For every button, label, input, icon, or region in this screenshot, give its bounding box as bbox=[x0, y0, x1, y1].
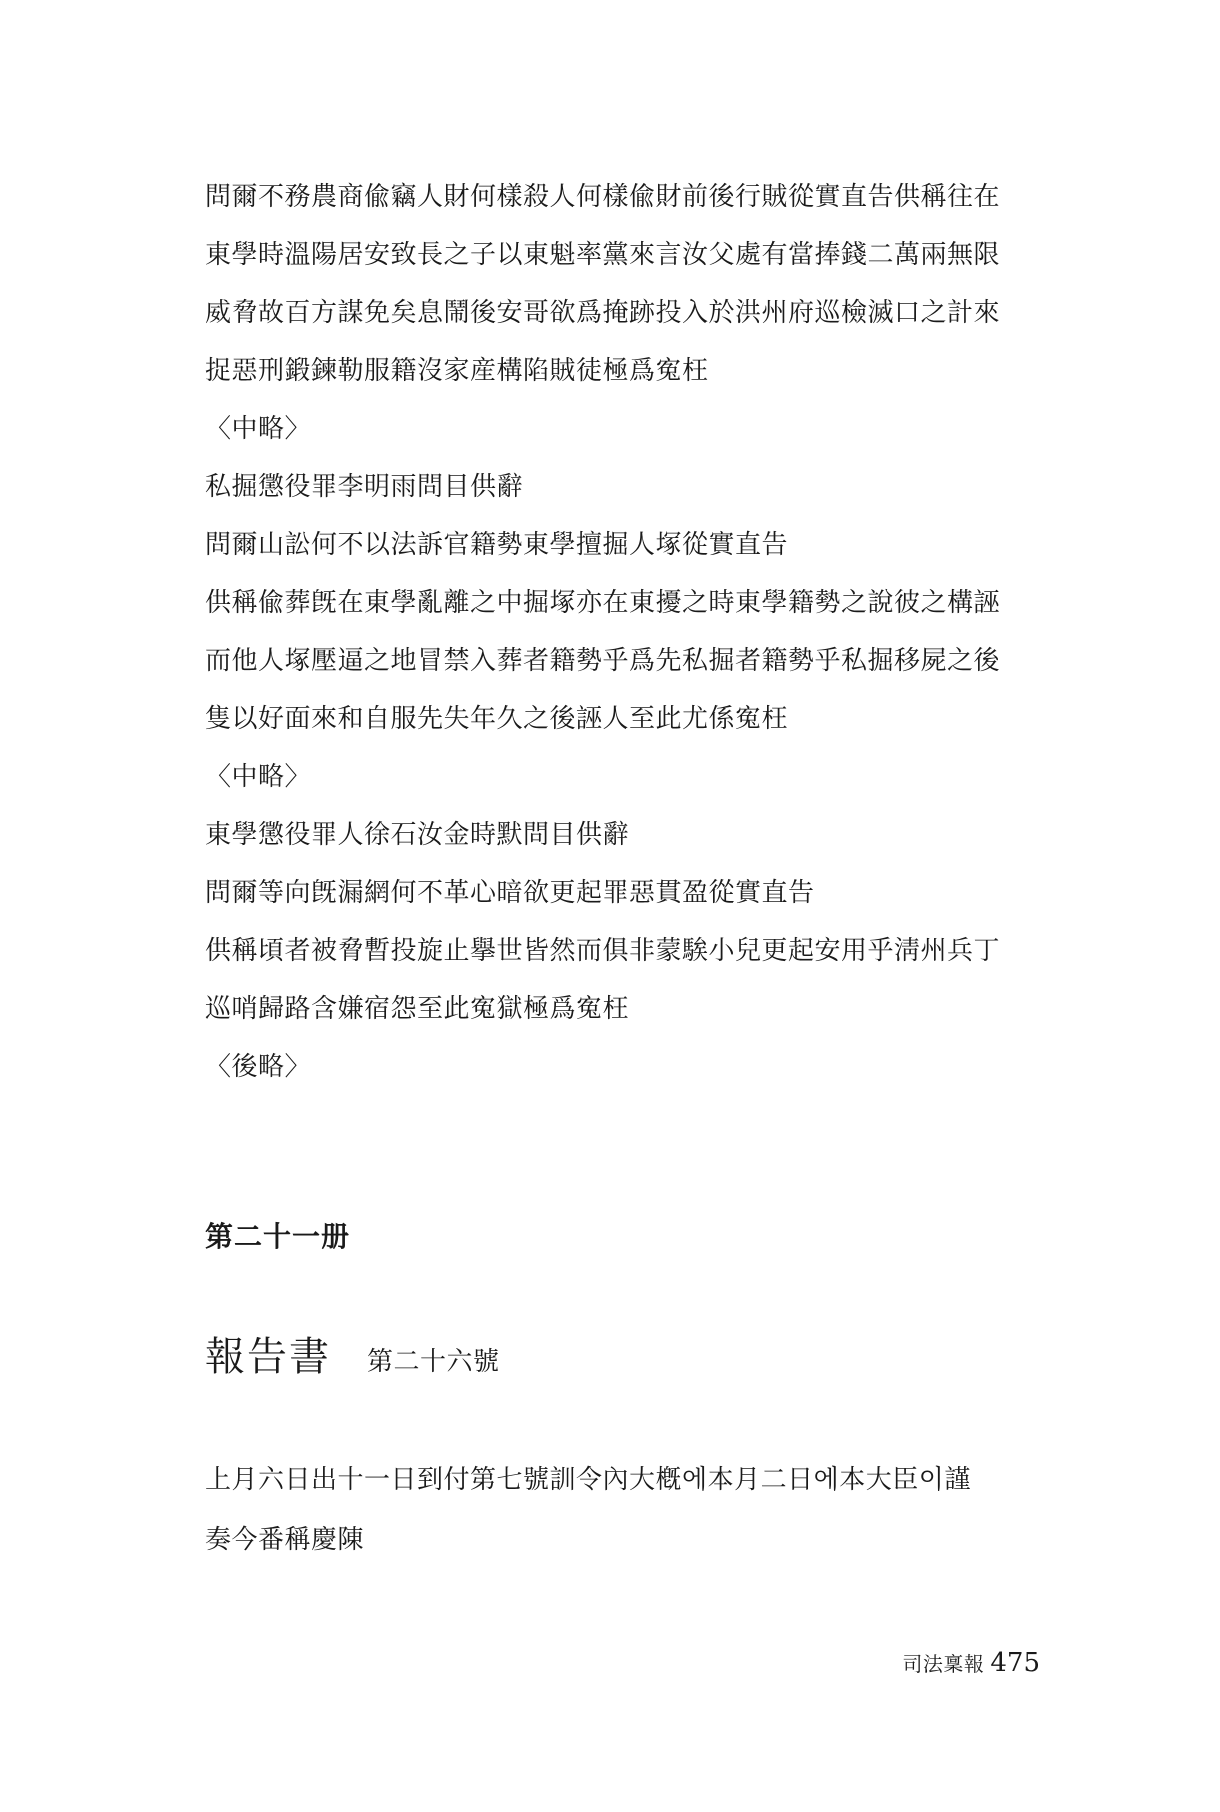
text-line: 奏今番稱慶陳 bbox=[205, 1525, 365, 1555]
body-text bbox=[205, 168, 1055, 1096]
text-line: 供稱頃者被脅暫投旋止擧世皆然而俱非蒙騃小兒更起安用乎淸州兵丁 bbox=[205, 936, 1001, 966]
report-heading bbox=[205, 1325, 500, 1382]
publication-title: 司法稟報 bbox=[902, 1652, 985, 1676]
section-heading: 東學懲役罪人徐石汝金時默問目供辭 bbox=[205, 820, 630, 850]
text-line: 東學時溫陽居安致長之子以東魁率黨來言汝父處有當捧錢二萬兩無限 bbox=[205, 240, 1001, 270]
page-number: 475 bbox=[990, 1648, 1040, 1678]
omission-marker: 〈中略〉 bbox=[205, 762, 312, 792]
text-line: 而他人塚壓逼之地冒禁入葬者籍勢乎爲先私掘者籍勢乎私掘移屍之後 bbox=[205, 646, 1001, 676]
section-heading: 私掘懲役罪李明雨問目供辭 bbox=[205, 472, 524, 502]
text-line: 問爾不務農商偸竊人財何樣殺人何樣偸財前後行賊從實直告供稱往在 bbox=[205, 182, 1001, 212]
text-line: 捉惡刑鍛鍊勒服籍沒家産構陷賊徒極爲寃枉 bbox=[205, 356, 709, 386]
text-line: 問爾山訟何不以法訴官籍勢東學擅掘人塚從實直告 bbox=[205, 530, 789, 560]
chapter-heading: 第二十一册 bbox=[205, 1220, 351, 1253]
omission-marker: 〈後略〉 bbox=[205, 1052, 312, 1082]
text-line: 威脅故百方謀免矣息鬧後安哥欲爲掩跡投入於洪州府巡檢滅口之計來 bbox=[205, 298, 1001, 328]
text-line: 巡哨歸路含嫌宿怨至此寃獄極爲寃枉 bbox=[205, 994, 630, 1024]
omission-marker: 〈中略〉 bbox=[205, 414, 312, 444]
text-line: 供稱偸葬旣在東學亂離之中掘塚亦在東擾之時東學籍勢之說彼之構誣 bbox=[205, 588, 1001, 618]
page-footer bbox=[902, 1648, 1040, 1678]
text-line: 上月六日出十一日到付第七號訓令內大槪에本月二日에本大臣이謹 bbox=[205, 1465, 971, 1495]
report-body bbox=[205, 1450, 1055, 1570]
report-title: 報告書 bbox=[205, 1334, 331, 1380]
text-line: 問爾等向旣漏網何不革心暗欲更起罪惡貫盈從實直告 bbox=[205, 878, 815, 908]
report-number: 第二十六號 bbox=[367, 1347, 500, 1377]
text-line: 隻以好面來和自服先失年久之後誣人至此尤係寃枉 bbox=[205, 704, 789, 734]
